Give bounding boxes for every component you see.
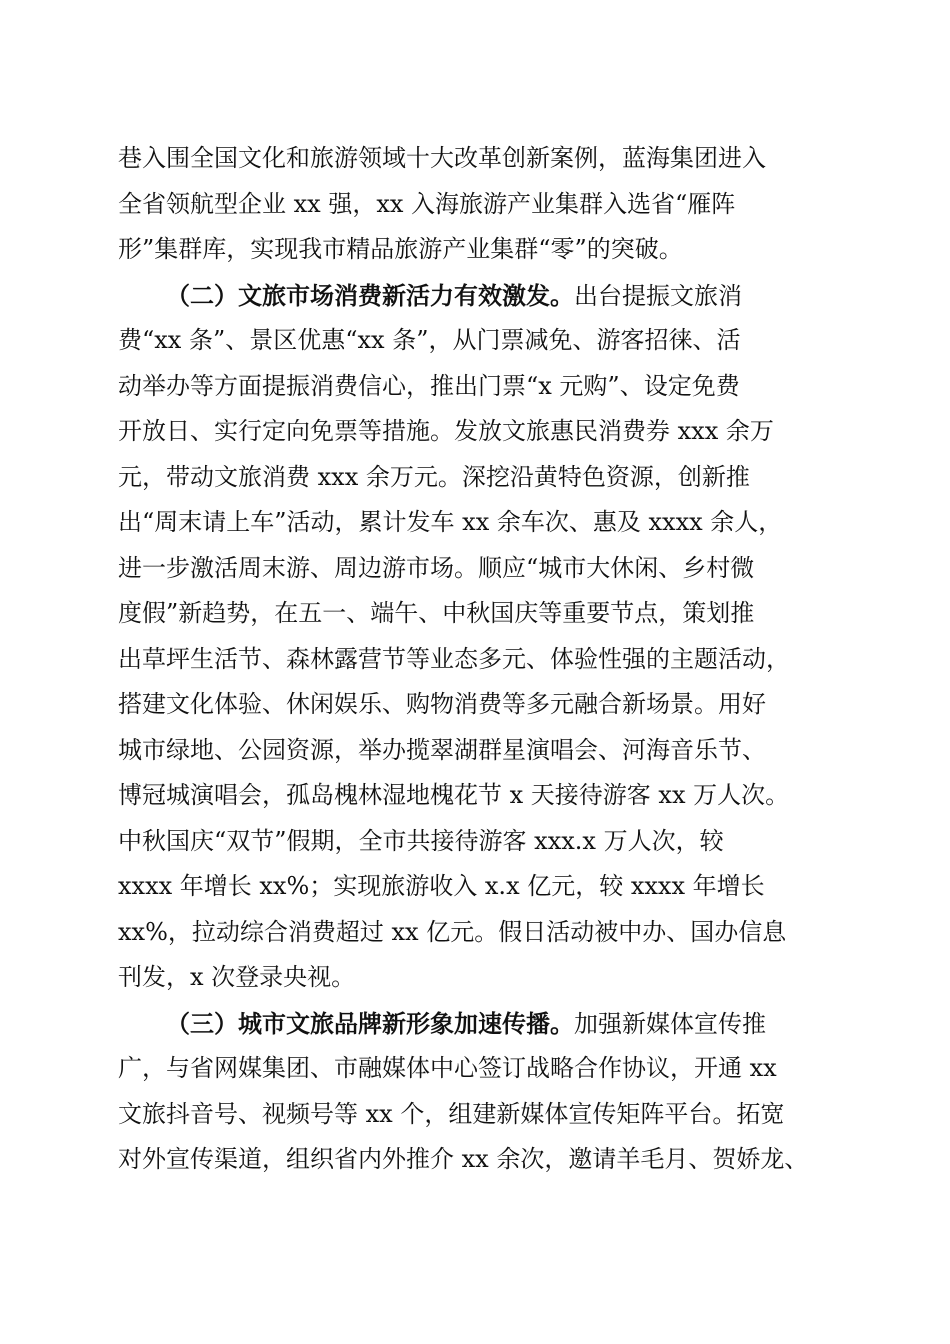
text-line: 广，与省网媒集团、市融媒体中心签订战略合作协议，开通 xx xyxy=(118,1054,777,1082)
paragraph-3 xyxy=(118,1001,832,1183)
text-line: 博冠城演唱会，孤岛槐林湿地槐花节 x 天接待游客 xx 万人次。 xyxy=(118,781,790,809)
text-line: xx%，拉动综合消费超过 xx 亿元。假日活动被中办、国办信息 xyxy=(118,917,787,946)
text-line: 费“xx 条”、景区优惠“xx 条”，从门票减免、游客招徕、活 xyxy=(118,326,741,354)
text-line: 城市绿地、公园资源，举办揽翠湖群星演唱会、河海音乐节、 xyxy=(118,735,766,764)
text-line: 度假”新趋势，在五一、端午、中秋国庆等重要节点，策划推 xyxy=(118,599,755,627)
text-line: 全省领航型企业 xx 强，xx 入海旅游产业集群入选省“雁阵 xyxy=(118,189,736,218)
text-line: 文旅抖音号、视频号等 xx 个，组建新媒体宣传矩阵平台。拓宽 xyxy=(118,1099,785,1128)
section-heading-3: （三）城市文旅品牌新形象加速传播。 xyxy=(166,1008,574,1038)
text-run: 出台提振文旅消 xyxy=(574,281,742,310)
text-line: 出“周末请上车”活动，累计发车 xx 余车次、惠及 xxxx 余人， xyxy=(118,508,783,536)
text-line: xxxx 年增长 xx%；实现旅游收入 x.x 亿元，较 xxxx 年增长 xyxy=(118,872,765,900)
document-body xyxy=(118,136,832,1183)
text-line: 开放日、实行定向免票等措施。发放文旅惠民消费券 xxx 余万 xyxy=(118,417,774,445)
text-line: 元，带动文旅消费 xxx 余万元。深挖沿黄特色资源，创新推 xyxy=(118,462,750,491)
section-heading-2: （二）文旅市场消费新活力有效激发。 xyxy=(166,280,574,310)
text-line: 巷入围全国文化和旅游领域十大改革创新案例，蓝海集团进入 xyxy=(118,144,766,172)
text-line: 刊发，x 次登录央视。 xyxy=(118,963,356,991)
text-line: 动举办等方面提振消费信心，推出门票“x 元购”、设定免费 xyxy=(118,371,740,400)
paragraph-first-line xyxy=(118,1001,832,1047)
paragraph-first-line xyxy=(118,273,832,319)
text-line: 形”集群库，实现我市精品旅游产业集群“零”的突破。 xyxy=(118,235,683,263)
text-line: 中秋国庆“双节”假期，全市共接待游客 xxx.x 万人次，较 xyxy=(118,826,724,855)
text-line: 出草坪生活节、森林露营节等业态多元、体验性强的主题活动， xyxy=(118,644,790,673)
text-run: 加强新媒体宣传推 xyxy=(574,1009,766,1038)
text-line: 搭建文化体验、休闲娱乐、购物消费等多元融合新场景。用好 xyxy=(118,690,766,718)
text-line: 对外宣传渠道，组织省内外推介 xx 余次，邀请羊毛月、贺娇龙、 xyxy=(118,1145,809,1173)
paragraph-2 xyxy=(118,273,832,1001)
text-line: 进一步激活周末游、周边游市场。顺应“城市大休闲、乡村微 xyxy=(118,553,755,582)
paragraph-1 xyxy=(118,136,832,273)
